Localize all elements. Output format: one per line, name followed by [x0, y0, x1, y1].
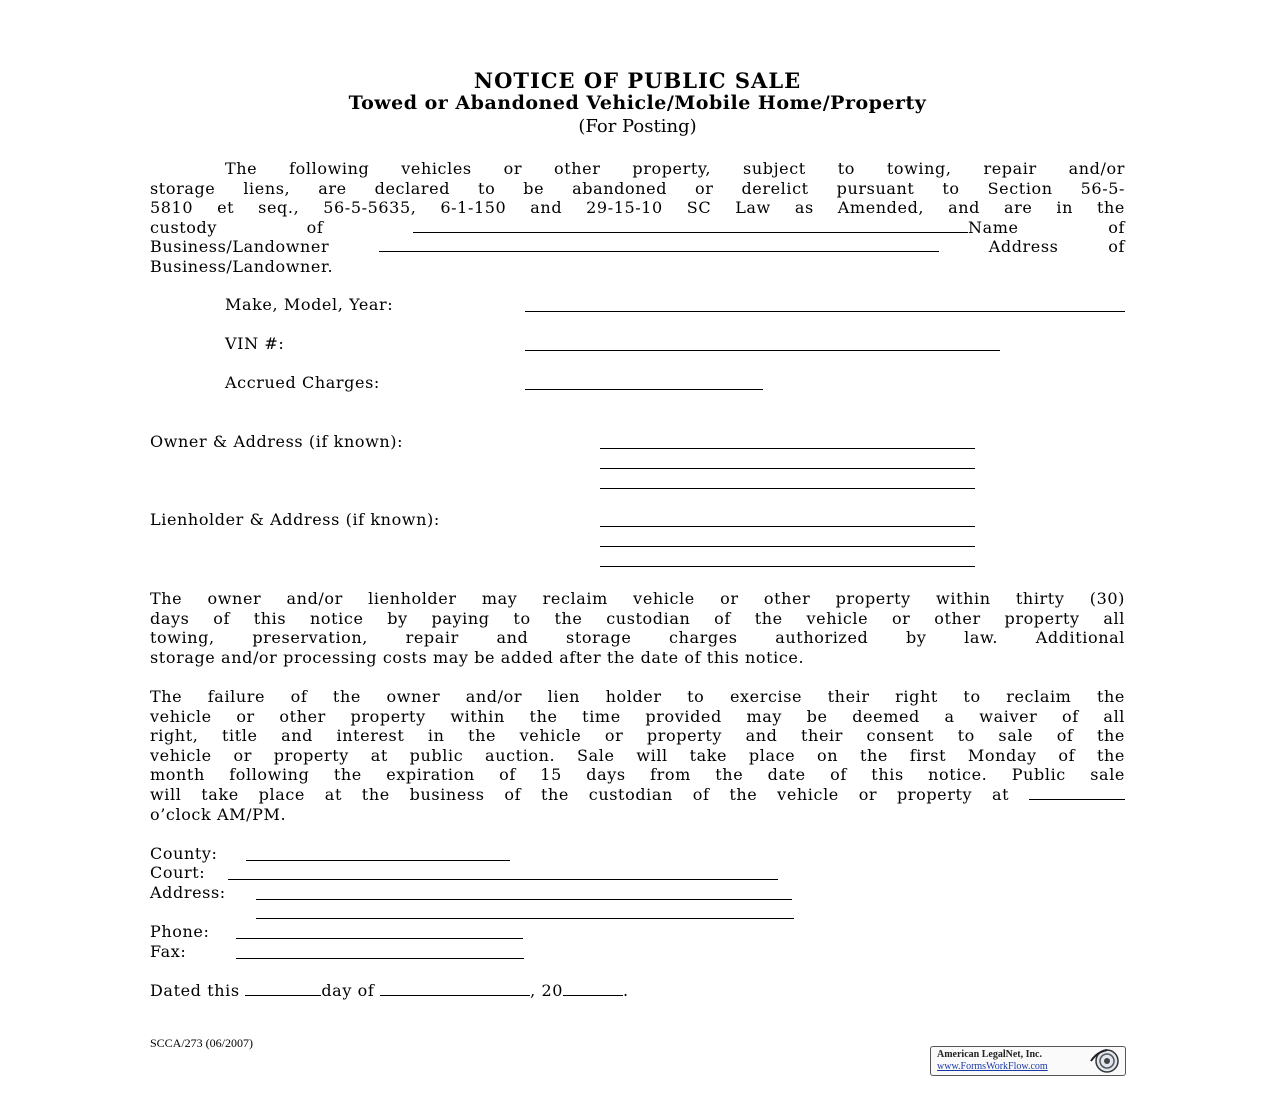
of-label: of: [306, 217, 324, 237]
phone-field[interactable]: [236, 938, 523, 939]
failure-line: The failure of the owner and/or lien holder to exercise their right to reclaim the: [150, 687, 1125, 706]
reclaim-paragraph: [150, 589, 1125, 667]
intro-line: The following vehicles or other property, subject to towing, repair and/or: [225, 159, 1125, 178]
address-label: Address: [988, 237, 1059, 257]
owner-address-field[interactable]: [600, 448, 975, 449]
form-posting-note: (For Posting): [578, 116, 697, 137]
failure-paragraph: [150, 687, 1125, 824]
publisher-url[interactable]: www.FormsWorkFlow.com: [937, 1061, 1048, 1072]
intro-line: 5810 et seq., 56-5-5635, 6-1-150 and 29-15-10 SC Law as Amended, and are in the: [150, 198, 1125, 218]
business-label: Business/Landowner: [150, 237, 330, 257]
reclaim-line: storage and/or processing costs may be added after the date of this notice.: [150, 647, 805, 667]
failure-line: o’clock AM/PM.: [150, 804, 287, 824]
address-field[interactable]: [256, 899, 792, 900]
lienholder-address-label: Lienholder & Address (if known):: [150, 510, 440, 529]
failure-sale-time-line: [150, 785, 1125, 805]
lienholder-address-field[interactable]: [600, 546, 975, 547]
owner-address-field[interactable]: [600, 488, 975, 489]
dated-line: [150, 981, 629, 1000]
court-label: Court:: [150, 863, 206, 882]
accrued-charges-label: Accrued Charges:: [225, 373, 380, 392]
publisher-name: American LegalNet, Inc.: [937, 1049, 1042, 1060]
phone-label: Phone:: [150, 922, 210, 941]
owner-address-field[interactable]: [600, 468, 975, 469]
owner-address-label: Owner & Address (if known):: [150, 432, 404, 451]
county-field[interactable]: [246, 860, 510, 861]
lienholder-address-field[interactable]: [600, 526, 975, 527]
intro-paragraph: [150, 159, 1125, 277]
reclaim-line: days of this notice by paying to the custodian of the vehicle or other property all: [150, 608, 1125, 628]
address-label: Address:: [150, 883, 226, 902]
county-label: County:: [150, 844, 218, 863]
vin-label: VIN #:: [225, 334, 285, 353]
name-label: Name: [968, 217, 1019, 237]
make-model-year-field[interactable]: [525, 311, 1125, 312]
dated-prefix: Dated this: [150, 981, 240, 1000]
year-prefix: , 20: [530, 981, 564, 1000]
reclaim-line: towing, preservation, repair and storage charges authorized by law. Additional: [150, 628, 1125, 648]
failure-line: right, title and interest in the vehicle or property and their consent to sale of the: [150, 726, 1125, 746]
intro-line: Business/Landowner.: [150, 256, 334, 276]
intro-business-line: [150, 237, 1125, 257]
address-field-line-2[interactable]: [256, 918, 794, 919]
custodian-name-field[interactable]: [413, 218, 968, 233]
failure-line: month following the expiration of 15 days from the date of this notice. Public sale: [150, 765, 1125, 785]
failure-line: will take place at the business of the custodian of the vehicle or property at: [150, 784, 1010, 804]
fax-field[interactable]: [236, 958, 524, 959]
business-address-field[interactable]: [379, 237, 939, 252]
vin-field[interactable]: [525, 350, 1000, 351]
publisher-logo[interactable]: [930, 1046, 1126, 1076]
year-field[interactable]: [563, 981, 623, 996]
lienholder-address-field[interactable]: [600, 566, 975, 567]
reclaim-line: The owner and/or lienholder may reclaim vehicle or other property within thirty (30): [150, 589, 1125, 608]
court-field[interactable]: [228, 879, 778, 880]
day-field[interactable]: [245, 981, 321, 996]
day-of-label: day of: [321, 981, 375, 1000]
make-model-year-label: Make, Model, Year:: [225, 295, 394, 314]
sale-time-field[interactable]: [1029, 785, 1125, 800]
of-label: of: [1108, 237, 1125, 257]
failure-line: vehicle or property at public auction. Sale will take place on the first Monday of the: [150, 745, 1125, 765]
dated-period: .: [623, 981, 629, 1000]
intro-custody-line: [150, 218, 1125, 238]
of-label: of: [1108, 217, 1126, 237]
form-code: SCCA/273 (06/2007): [150, 1036, 254, 1050]
form-subtitle: Towed or Abandoned Vehicle/Mobile Home/Property: [348, 92, 927, 114]
month-field[interactable]: [380, 981, 530, 996]
form-title: NOTICE OF PUBLIC SALE: [473, 68, 802, 93]
intro-line: storage liens, are declared to be abandoned or derelict pursuant to Section 56-5-: [150, 178, 1125, 198]
fax-label: Fax:: [150, 942, 187, 961]
accrued-charges-field[interactable]: [525, 389, 763, 390]
globe-icon: [1087, 1048, 1123, 1074]
failure-line: vehicle or other property within the time provided may be deemed a waiver of all: [150, 706, 1125, 726]
custody-label: custody: [150, 217, 218, 237]
